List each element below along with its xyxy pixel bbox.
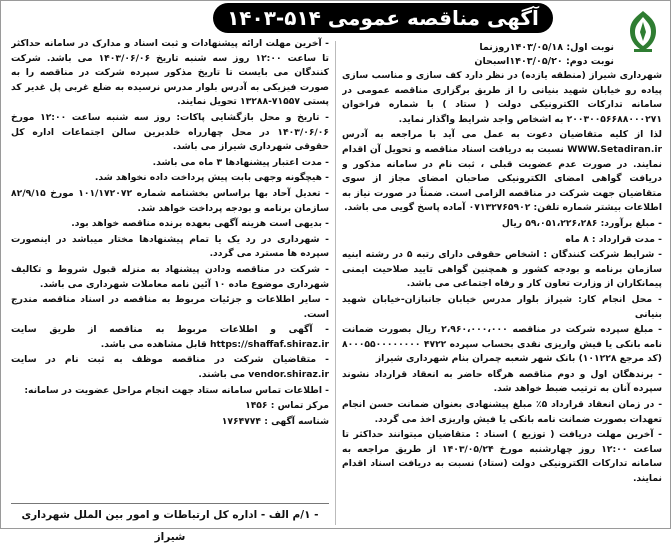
estimate-amount: - مبلغ برآورد: ۵۹،۰۵۱،۲۲۶،۲۸۶ ریال bbox=[501, 217, 662, 229]
document-deadline: - آخرین مهلت دریافت ( توزیع ) اسناد : متقاضیان میتوانند حداکثر تا ساعت ۱۲:۰۰ روز چهارشنبه مورخ ۱۴۰۳/۰۵/۲۴ از طریق مراجعه به سامانه تدارکات الکترونیکی دولت (ستاد) نسبت به دریافت اسناد اقدام نمایند. bbox=[342, 429, 662, 485]
publication-dates bbox=[404, 41, 614, 69]
opening-date: - تاریخ و محل بازگشایی پاکات: روز سه شنبه ساعت ۱۲:۰۰ مورخ ۱۴۰۳/۰۶/۰۶ در محل چهارراه خلدبرین سالن اجتماعات اداره کل حقوقی شهرداری شیراز می باشد. bbox=[11, 111, 329, 153]
contact-info-intro: - اطلاعات تماس سامانه ستاد جهت انجام مراحل عضویت در سامانه: bbox=[24, 384, 329, 396]
shaffaf-prefix: - آگهی و اطلاعات مربوط به مناقصه از طریق سایت bbox=[11, 324, 329, 336]
column-divider bbox=[335, 41, 336, 525]
shaffaf-link[interactable]: https://shaffaf.shiraz.ir bbox=[210, 338, 329, 350]
shiraz-municipality-logo-icon bbox=[622, 7, 664, 55]
invitation-paragraph: لذا از کلیه متقاضیان دعوت به عمل می آید با مراجعه به آدرس WWW.Setadiran.ir نسبت به دریافت اسناد مناقصه و تحویل آن اقدام نمایند. در صورت عدم عضویت قبلی ، ثبت نام در سامانه مذکور و دریافت گواهی امضای الکترونیکی صاحبان امضای مجاز از سوی متقاضیان جهت شرکت در مناقصه الزامی است. ضمناً در صورت نیاز به اطلاعات بیشتر شماره تلفن: ۰۷۱۳۲۷۶۵۹۰۲ آماده پاسخ گویی می باشد. bbox=[342, 129, 662, 214]
vendor-suffix: می باشند. bbox=[198, 369, 246, 381]
submission-deadline: - آخرین مهلت ارائه پیشنهادات و ثبت اسناد و مدارک در سامانه حداکثر تا ساعت ۱۲:۰۰ روز سه شنبه تاریخ ۱۴۰۳/۰۶/۰۶ می باشد. شرکت کنندگان می بایست تا تاریخ مذکور سپرده شرکت در مناقصه را به صورت فیزیکی به آدرس بلوار مدرس نرسیده به ضلع غربی پل غدیر کد پستی ۷۱۵۵۷-۱۳۲۸۸ تحویل نمایند. bbox=[11, 38, 329, 108]
intro-paragraph: شهرداری شیراز (منطقه یازده) در نظر دارد کف سازی و مناسب سازی پیاده رو خیابان شهید بنیانی را از طریق برگزاری مناقصه عمومی در سامانه تدارکات الکترونیکی دولت ( ستاد ) با شماره فراخوان ۲۰۰۳۰۰۵۶۶۸۸۰۰۰۲۷۱ به اشخاص واجد شرایط واگذار نماید. bbox=[342, 70, 662, 125]
notice-title: آگهی مناقصه عمومی ۵۱۴-۱۴۰۳ bbox=[213, 3, 553, 33]
footer-signature: - ۱/م الف - اداره کل ارتباطات و امور بین الملل شهرداری شیراز bbox=[11, 503, 329, 526]
contract-duration: - مدت قرارداد : ۸ ماه bbox=[565, 233, 662, 245]
validity-period: - مدت اعتبار پیشنهادها ۳ ماه می باشد. bbox=[152, 156, 329, 168]
other-info: - سایر اطلاعات و جزئیات مربوط به مناقصه در اسناد مناقصه مندرج است. bbox=[11, 294, 329, 320]
call-center: مرکز تماس : ۱۴۵۶ bbox=[245, 400, 329, 412]
second-publication: نوبت دوم: ۱۴۰۳/۰۵/۲۰اسبحان bbox=[474, 56, 614, 67]
vendor-prefix: - متقاضیان شرکت در مناقصه موظف به ثبت نام در سایت bbox=[11, 354, 329, 366]
ad-cost: - بدیهی است هزینه آگهی بعهده برنده مناقصه خواهد بود. bbox=[71, 218, 329, 230]
vendor-notice bbox=[11, 353, 329, 382]
notice-id: شناسه آگهی : ۱۷۶۴۷۷۴ bbox=[221, 415, 329, 427]
work-location: - محل انجام کار: شیراز بلوار مدرس خیابان جانبازان-خیابان شهید بنیانی bbox=[342, 293, 662, 320]
first-publication: نوبت اول: ۱۴۰۳/۰۵/۱۸روزنما bbox=[479, 42, 614, 53]
participant-conditions: - شرایط شرکت کنندگان : اشخاص حقوقی دارای رتبه ۵ در رشته ابنیه سازمان برنامه و بودجه کشور و همچنین گواهی تایید صلاحیت ایمنی پیمانکاران از وزارت تعاون کار و رفاه اجتماعی می باشد. bbox=[342, 249, 662, 290]
winner-deposit-rule: - برندهگان اول و دوم مناقصه هرگاه حاضر به انعقاد قرارداد نشوند سپرده آنان به ترتیب ضبط خواهد شد. bbox=[342, 368, 662, 395]
header bbox=[1, 1, 671, 35]
left-column bbox=[11, 37, 329, 497]
right-column bbox=[342, 69, 662, 527]
rejection-right: - شهرداری در رد یک یا تمام پیشنهادها مختار میباشد در اینصورت سپرده ها مسترد می گردد. bbox=[11, 233, 329, 260]
vendor-link[interactable]: vendor.shiraz.ir bbox=[248, 369, 329, 381]
shaffaf-suffix: قابل مشاهده می باشد. bbox=[100, 338, 207, 350]
shaffaf-notice bbox=[11, 323, 329, 352]
performance-guarantee: - در زمان انعقاد قرارداد ۵٪ مبلغ پیشنهادی بعنوان ضمانت حسن انجام تعهدات بصورت ضمانت نامه بانکی یا فیش واریزی اخذ می گردد. bbox=[342, 399, 662, 425]
acceptance-terms: - شرکت در مناقصه ودادن پیشنهاد به منزله قبول شروط و تکالیف شهرداری موضوع ماده ۱۰ آئین نامه معاملات شهرداری می باشد. bbox=[11, 263, 329, 290]
price-adjustment: - تعدیل آحاد بها براساس بخشنامه شماره ۱۰۱/۱۷۲۰۷۲ مورخ ۸۲/۹/۱۵ سازمان برنامه و بودجه پرداخت خواهد شد. bbox=[11, 187, 329, 214]
deposit-amount: - مبلغ سپرده شرکت در مناقصه ۲،۹۶۰،۰۰۰،۰۰۰ ریال بصورت ضمانت نامه بانکی یا فیش واریزی نقدی بحساب سپرده ۴۷۲۲ ۸۰۰۰۵۵۰۰۰۰۰۰۰۰ (کد مرجع ۱۰۱۲۲۸) بانک شهر شعبه چمران بنام شهرداری شیراز bbox=[342, 324, 662, 365]
no-prepayment: - هیچگونه وجهی بابت پیش پرداخت داده نخواهد شد. bbox=[94, 172, 329, 184]
